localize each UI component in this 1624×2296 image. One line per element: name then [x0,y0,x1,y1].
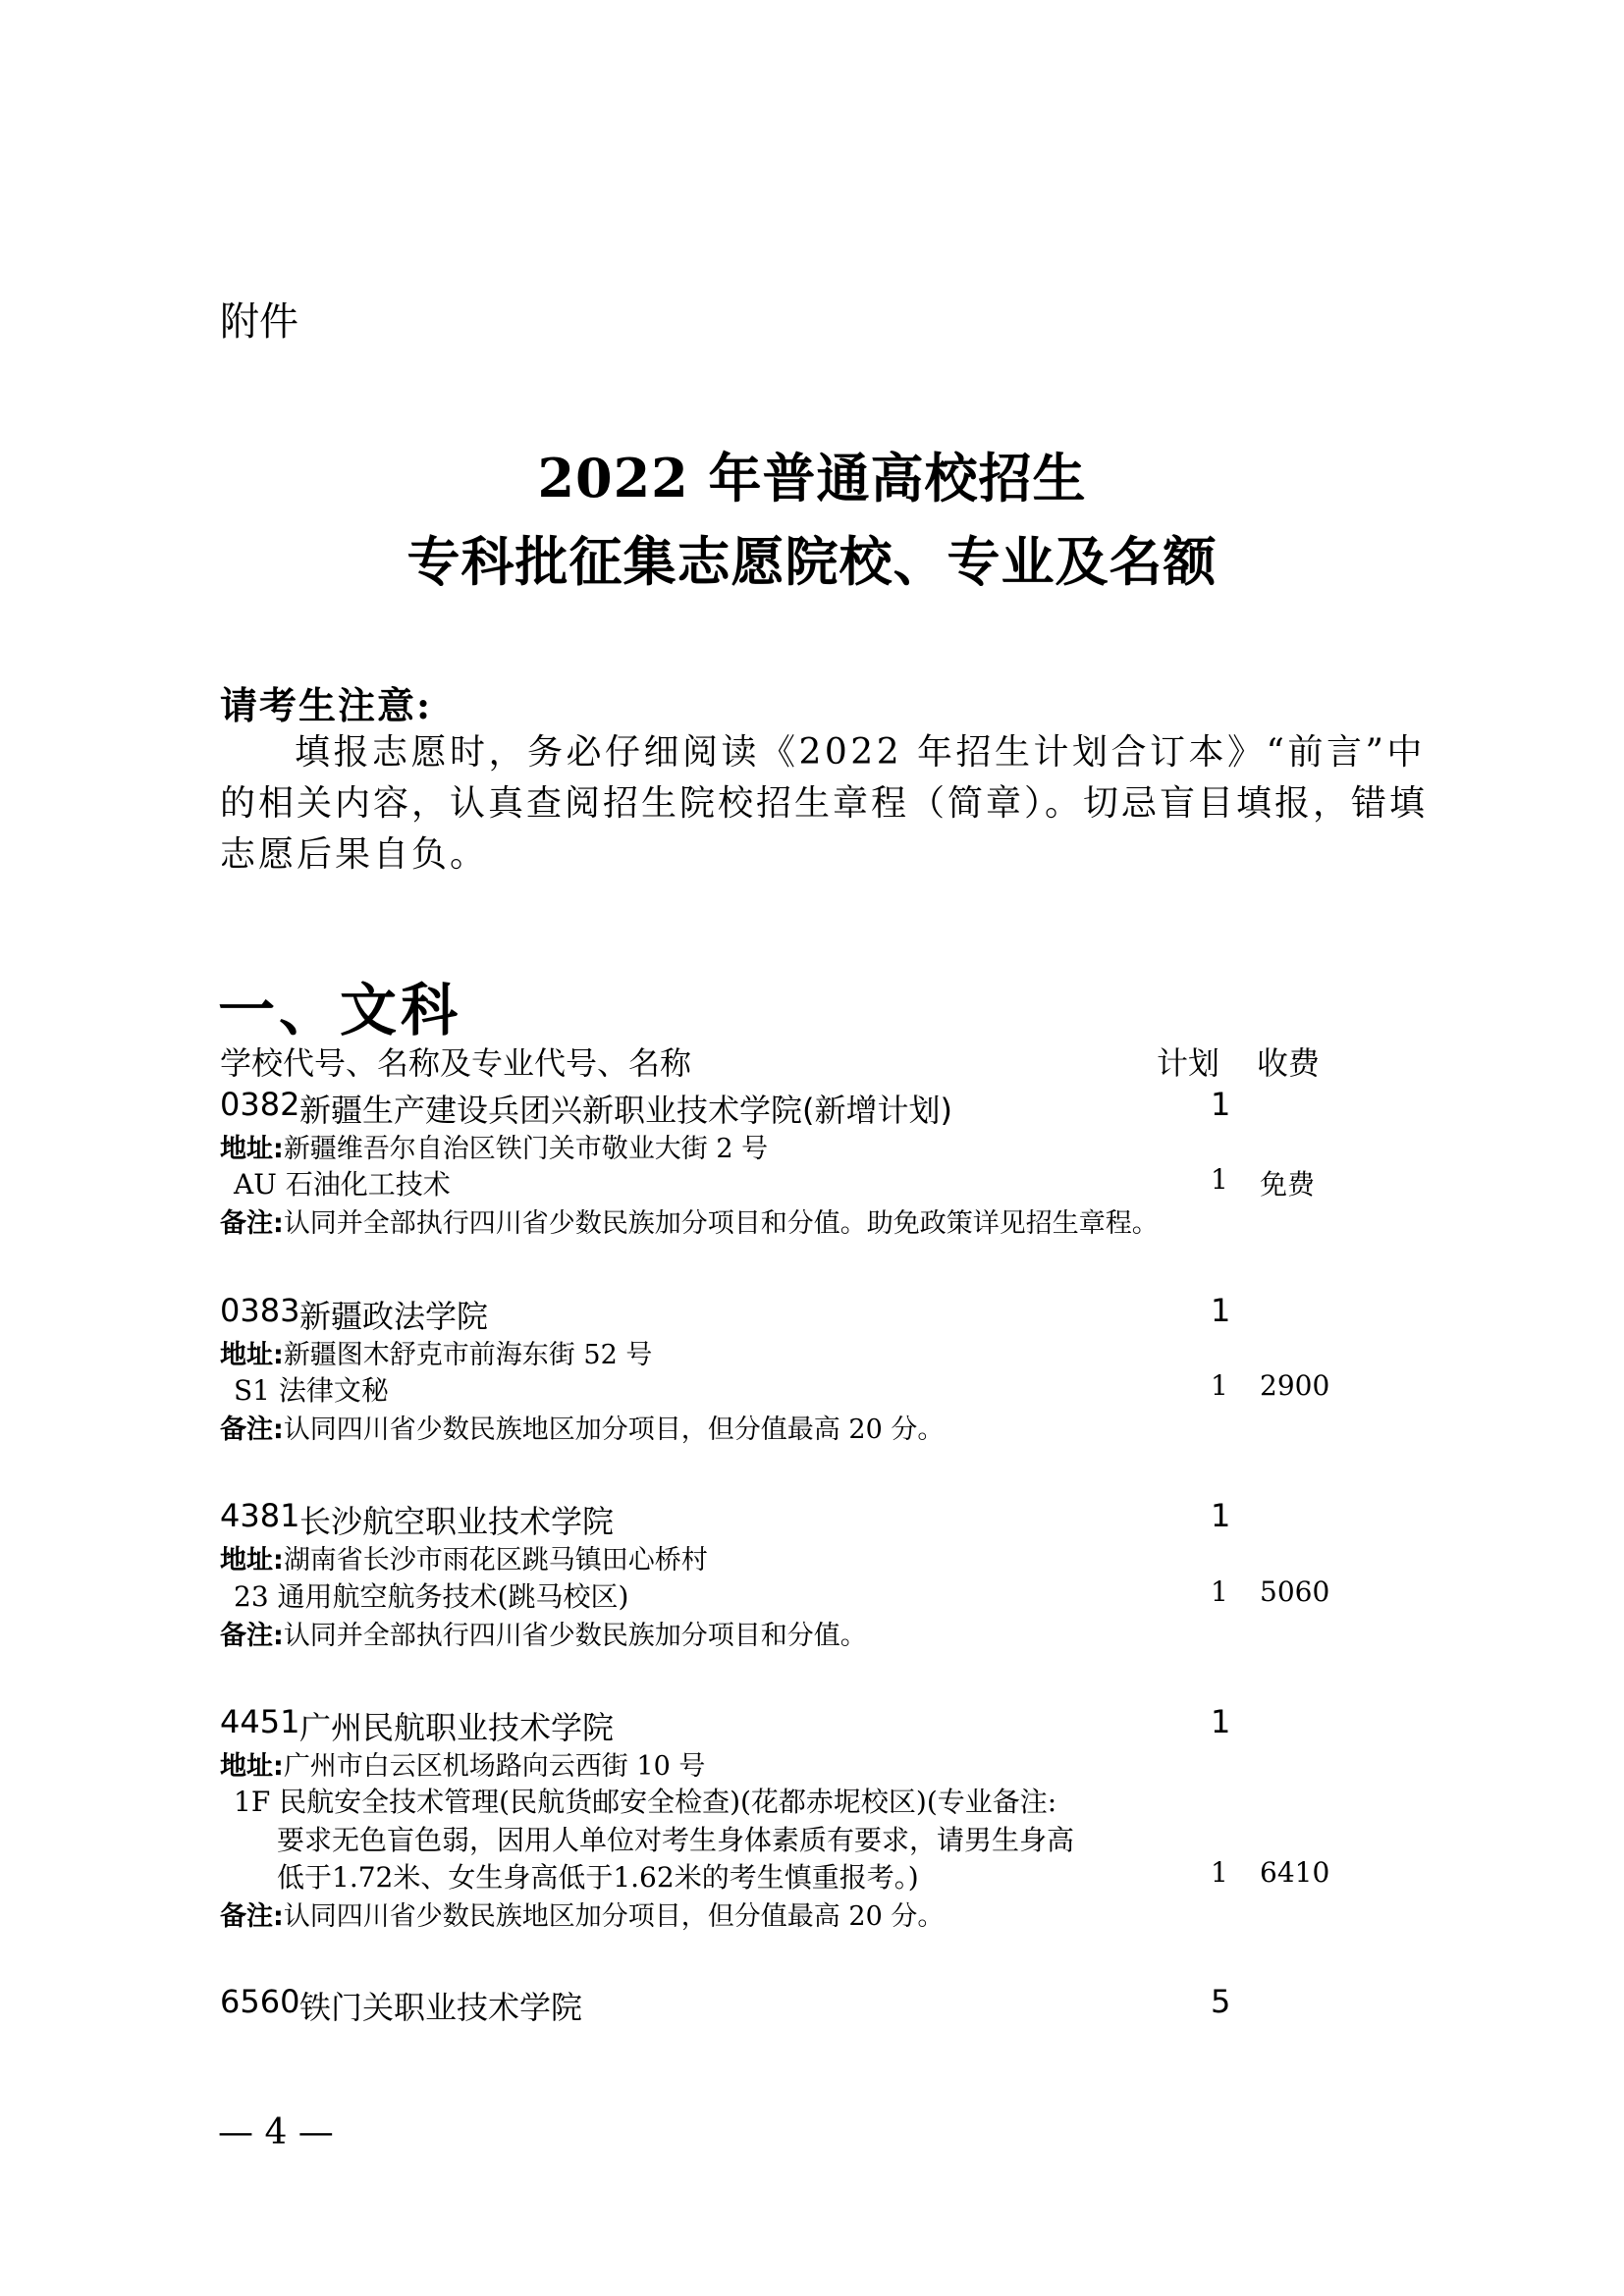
school-plan: 5 [1211,1983,1231,2020]
school-address [220,1744,705,1783]
notice-paragraph-line: 志愿后果自负。 [220,834,489,875]
remark-label: 备注: [220,1415,284,1445]
school-row [0,1497,1624,1540]
address-label: 地址: [220,1751,284,1782]
major-row [0,1163,1624,1199]
school-remark [220,1614,867,1652]
school-name: 广州民航职业技术学院 [299,1709,615,1746]
remark-label: 备注: [220,1621,284,1651]
major-name-continuation: 要求无色盲色弱，因用人单位对考生身体素质有要求，请男生身高 [277,1824,1075,1856]
school-code: 0382 [220,1086,300,1123]
page-number: — 4 — [218,2112,334,2153]
major-row [0,1781,1624,1816]
major-row [0,1575,1624,1611]
major-fee: 免费 [1260,1168,1316,1201]
remark-label: 备注: [220,1901,284,1932]
notice-paragraph-line: 的相关内容，认真查阅招生院校招生章程（简章）。切忌盲目填报，错填 [220,783,1429,824]
school-remark [220,1408,944,1446]
school-row [0,1086,1624,1129]
major-plan: 1 [1211,1369,1228,1402]
school-code: 6560 [220,1983,300,2020]
major-fee: 2900 [1260,1369,1330,1402]
major-fee: 5060 [1260,1575,1330,1608]
major-name: AU 石油化工技术 [234,1168,451,1201]
school-remark [220,1895,944,1933]
remark-label: 备注: [220,1208,284,1239]
school-row [0,1292,1624,1335]
school-code: 4451 [220,1703,300,1740]
address-text: 广州市白云区机场路向云西街 10 号 [283,1751,706,1782]
major-name: 1F 民航安全技术管理(民航货邮安全检查)(花都赤坭校区)(专业备注: [234,1786,1057,1818]
school-plan: 1 [1211,1292,1231,1329]
school-address [220,1333,652,1371]
table-header-fee: 收费 [1257,1044,1321,1082]
document-title-line1: 2022 年普通高校招生 [537,447,1087,509]
school-remark [220,1201,1159,1240]
major-plan: 1 [1211,1856,1228,1889]
school-plan: 1 [1211,1703,1231,1740]
major-name: 23 通用航空航务技术(跳马校区) [234,1580,629,1613]
address-label: 地址: [220,1545,284,1575]
address-label: 地址: [220,1340,284,1370]
school-name: 新疆生产建设兵团兴新职业技术学院(新增计划) [299,1092,952,1129]
major-plan: 1 [1211,1575,1228,1608]
remark-text: 认同四川省少数民族地区加分项目，但分值最高 20 分。 [283,1901,945,1932]
table-header-plan: 计划 [1157,1044,1220,1082]
attachment-label: 附件 [220,299,298,345]
remark-text: 认同并全部执行四川省少数民族加分项目和分值。 [283,1621,867,1651]
notice-paragraph-line: 填报志愿时，务必仔细阅读《2022 年招生计划合订本》“前言”中 [295,732,1426,773]
address-text: 湖南省长沙市雨花区跳马镇田心桥村 [283,1545,708,1575]
school-code: 4381 [220,1497,300,1534]
address-text: 新疆图木舒克市前海东街 52 号 [283,1340,653,1370]
document-title-line2: 专科批征集志愿院校、专业及名额 [406,530,1218,593]
school-address [220,1538,708,1576]
major-plan: 1 [1211,1163,1228,1196]
table-header-name: 学校代号、名称及专业代号、名称 [220,1044,692,1082]
remark-text: 认同并全部执行四川省少数民族加分项目和分值。助免政策详见招生章程。 [283,1208,1159,1239]
school-code: 0383 [220,1292,300,1329]
school-name: 铁门关职业技术学院 [299,1989,583,2026]
major-fee: 6410 [1260,1856,1330,1889]
major-name: S1 法律文秘 [234,1374,389,1407]
school-name: 新疆政法学院 [299,1298,489,1335]
address-label: 地址: [220,1134,284,1164]
school-plan: 1 [1211,1086,1231,1123]
school-address [220,1127,768,1165]
section-title: 一、文科 [218,977,462,1043]
major-row-last-line [0,1856,1624,1892]
school-row [0,1983,1624,2026]
school-name: 长沙航空职业技术学院 [299,1503,615,1540]
school-row [0,1703,1624,1746]
school-plan: 1 [1211,1497,1231,1534]
remark-text: 认同四川省少数民族地区加分项目，但分值最高 20 分。 [283,1415,945,1445]
major-name-continuation: 低于1.72米、女生身高低于1.62米的考生慎重报考。) [277,1861,919,1894]
notice-heading: 请考生注意: [220,683,433,727]
major-row [0,1369,1624,1405]
address-text: 新疆维吾尔自治区铁门关市敬业大街 2 号 [283,1134,769,1164]
